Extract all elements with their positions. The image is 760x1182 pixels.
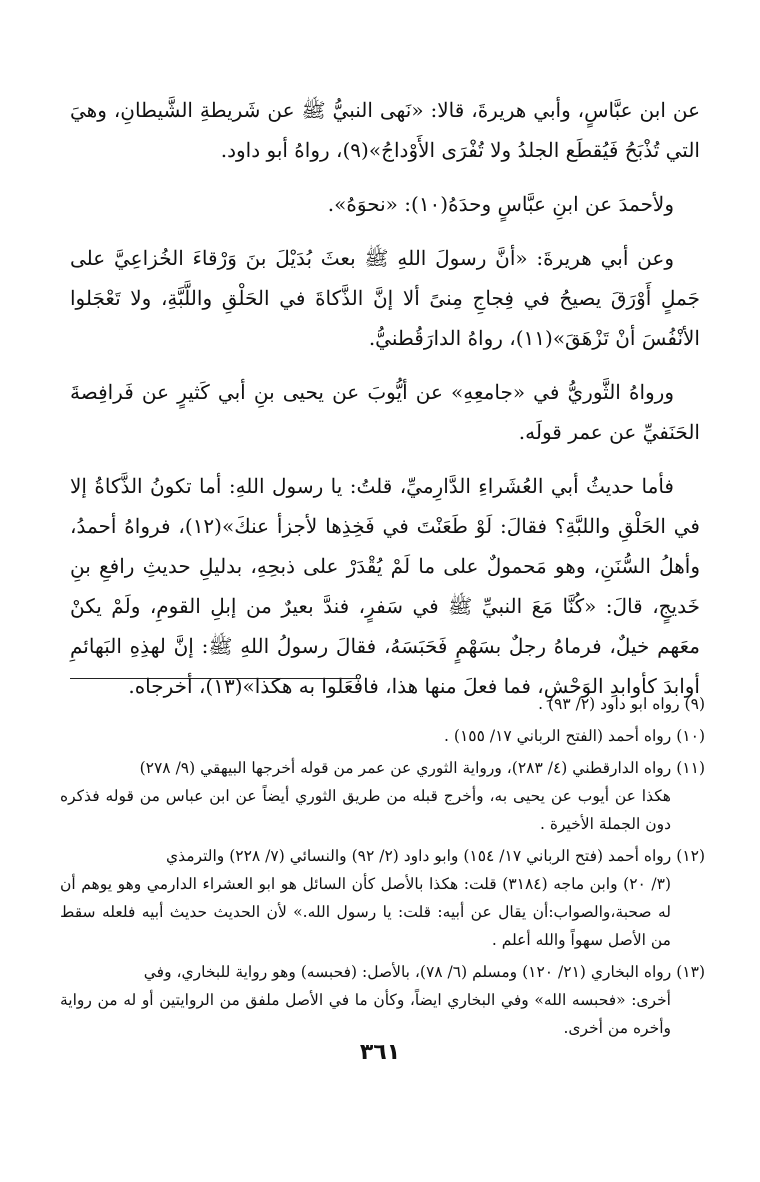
footnote-number: (١٢) bbox=[676, 847, 705, 865]
main-text bbox=[70, 90, 700, 720]
footnote-number: (١٠) bbox=[676, 727, 705, 745]
page-number: ٣٦١ bbox=[359, 1040, 401, 1065]
footnote-text: رواه البخاري (٢١/ ١٢٠) ومسلم (٦/ ٧٨)، بالأصل: (فحبسه) وهو رواية للبخاري، وفي bbox=[143, 963, 672, 981]
footnote-11 bbox=[60, 754, 705, 838]
footnote-12 bbox=[60, 842, 705, 954]
paragraph-4: ورواهُ الثَّوريُّ في «جامعِهِ» عن أيُّوبَ عن يحيى بنِ أبي كَثيرٍ عن فَرافِصةَ الحَنَفيِّ عن عمر قولَه. bbox=[70, 380, 700, 444]
paragraph-5: فأما حديثُ أبي العُشَراءِ الدَّارِميِّ، قلتُ: يا رسول اللهِ: أما تكونُ الذَّكاةُ إلا في الحَلْقِ واللبَّةِ؟ فقالَ: لَوْ طَعَنْتَ في فَخِذِها لأجزأ عنكَ»(١٢)، فرواهُ أحمدُ، وأهلُ السُّنَنِ، وهو مَحمولٌ على ما لَمْ يُقْدَرْ على ذبحِهِ، بدليلِ حديثِ رافعِ بنِ خَديجٍ، قالَ: «كُنَّا مَعَ النبيِّ ﷺ في سَفرٍ، فندَّ بعيرٌ من إبلِ القومِ، ولَمْ يكنْ معَهم خيلٌ، فرماهُ رجلٌ بسَهْمٍ فَحَبَسَهُ، فقالَ رسولُ اللهِ ﷺ: إنَّ لهذِهِ البَهائمِ أوابدَ كأوابدِ الوَحْشِ، فما فعلَ منها هذا، فافْعَلوا به هكذا»(١٣)، أخرجاه. bbox=[70, 474, 700, 698]
footnotes bbox=[60, 690, 705, 1046]
footnote-text: رواه أحمد (فتح الرباني ١٧/ ١٥٤) وابو داود (٢/ ٩٢) والنسائي (٧/ ٢٢٨) والترمذي bbox=[165, 847, 672, 865]
footnote-10 bbox=[60, 722, 705, 750]
footnote-text: رواه ابو داود (٢/ ٩٣) . bbox=[538, 695, 680, 713]
paragraph-3: وعن أبي هريرةَ: «أنَّ رسولَ اللهِ ﷺ بعثَ بُدَيْلَ بنَ وَرْقاءَ الخُزاعِيَّ على جَملٍ أَوْرَقَ يصيحُ في فِجاجِ مِنىً ألا إنَّ الذَّكاةَ في الحَلْقِ واللَّبَّةِ، ولا تَعْجَلوا الأنْفُسَ أنْ تَزْهَقَ»(١١)، رواهُ الدارَقُطنيُّ. bbox=[70, 246, 700, 350]
footnote-separator bbox=[70, 678, 360, 679]
footnote-text: رواه أحمد (الفتح الرباني ١٧/ ١٥٥) . bbox=[444, 727, 672, 745]
footnote-9 bbox=[60, 690, 705, 718]
footnote-13 bbox=[60, 958, 705, 1042]
paragraph-1: عن ابن عبَّاسٍ، وأبي هريرةَ، قالا: «نَهى النبيُّ ﷺ عن شَريطةِ الشَّيطانِ، وهيَ التي تُذْبَحُ فَيُقطَع الجلدُ ولا تُفْرَى الأَوْداجُ»(٩)، رواهُ أبو داود. bbox=[70, 98, 700, 162]
footnote-number: (١١) bbox=[676, 759, 705, 777]
footnote-continuation: هكذا عن أيوب عن يحيى به، وأخرج قبله من طريق الثوري أيضاً عن ابن عباس من قوله فذكره دون الجملة الأخيرة . bbox=[60, 787, 671, 833]
footnote-continuation: أخرى: «فحبسه الله» وفي البخاري ايضاً، وكأن ما في الأصل ملفق من الروايتين أو له من رواية وأخره من أخرى. bbox=[60, 991, 671, 1037]
footnote-text: رواه الدارقطني (٤/ ٢٨٣)، ورواية الثوري عن عمر من قوله أخرجها البيهقي (٩/ ٢٧٨) bbox=[139, 759, 672, 777]
footnote-continuation: (٣/ ٢٠) وابن ماجه (٣١٨٤) قلت: هكذا بالأصل كأن السائل هو ابو العشراء الدارمي وهو يوهم أن له صحبة،والصواب:أن يقال عن أبيه: قلت: يا رسول الله.» لأن الحديث حديث أبيه فلعله سقط من الأصل سهواً والله أعلم . bbox=[60, 875, 672, 949]
footnote-number: (١٣) bbox=[676, 963, 705, 981]
paragraph-2: ولأحمدَ عن ابنِ عبَّاسٍ وحدَهُ(١٠): «نحوَهُ». bbox=[327, 192, 674, 216]
footnote-number: (٩) bbox=[684, 695, 705, 713]
